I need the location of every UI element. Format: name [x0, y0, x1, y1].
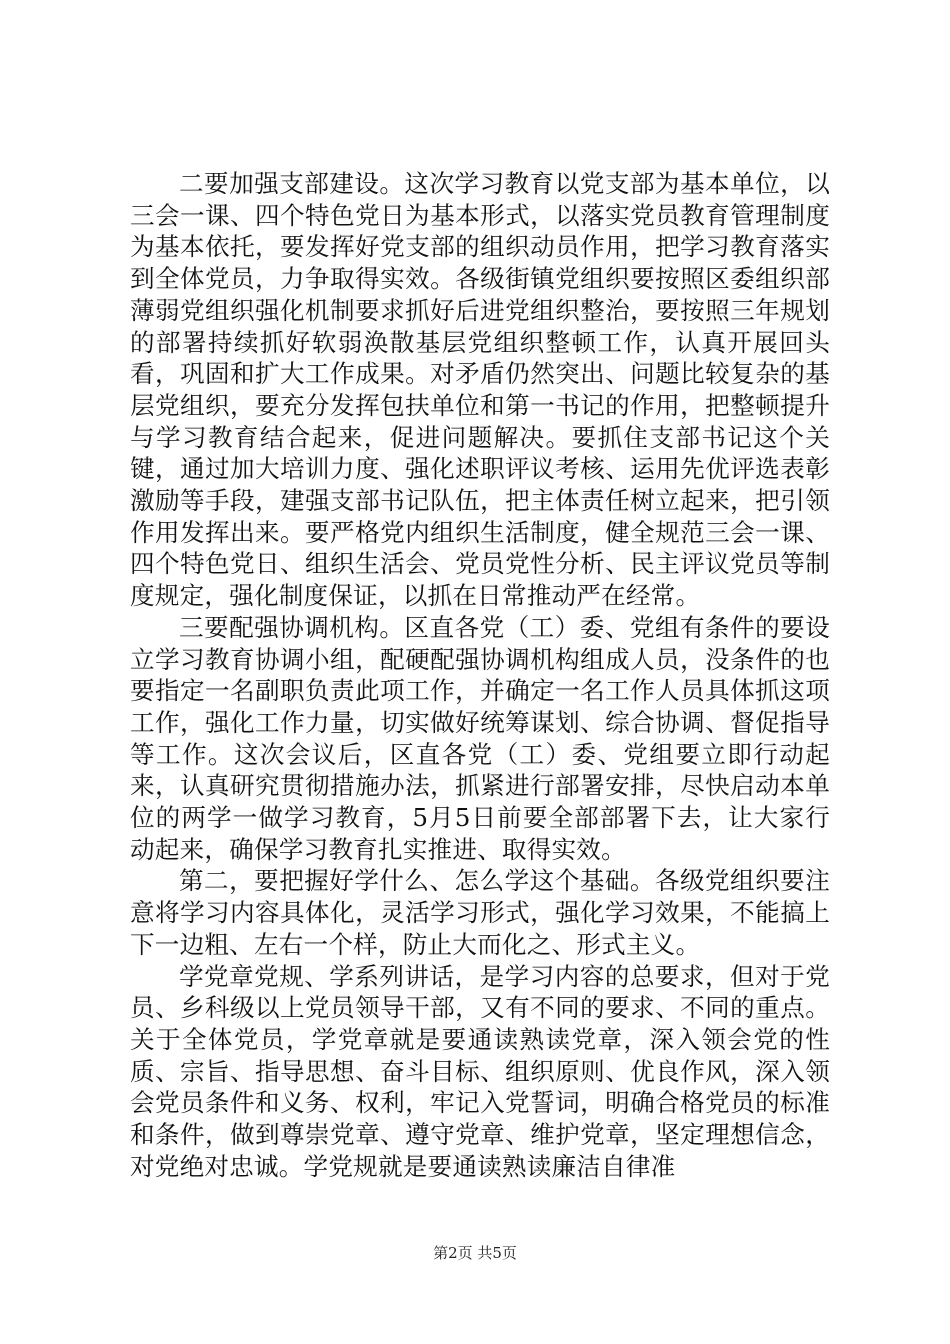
- document-body: [130, 168, 830, 1183]
- paragraph-study-content: 学党章党规、学系列讲话，是学习内容的总要求，但对于党员、乡科级以上党员领导干部，又有不同的要求、不同的重点。关于全体党员，学党章就是要通读熟读党章，深入领会党的性质、宗旨、指导思想、奋斗目标、组织原则、优良作风，深入领会党员条件和义务、权利，牢记入党誓词，明确合格党员的标准和条件，做到尊崇党章、遵守党章、维护党章，坚定理想信念，对党绝对忠诚。学党规就是要通读熟读廉洁自律准: [130, 961, 830, 1181]
- paragraph-coordination-body: 三要配强协调机构。区直各党（工）委、党组有条件的要设立学习教育协调小组，配硬配强协调机构组成人员，没条件的也要指定一名副职负责此项工作，并确定一名工作人员具体抓这项工作，强化工作力量，切实做好统筹谋划、综合协调、督促指导等工作。这次会议后，区直各党（工）委、党组要立即行动起来，认真研究贯彻措施办法，抓紧进行部署安排，尽快启动本单位的两学一做学习教育，5月5日前要全部部署下去，让大家行动起来，确保学习教育扎实推进、取得实效。: [130, 612, 830, 864]
- paragraph-branch-construction: 二要加强支部建设。这次学习教育以党支部为基本单位，以三会一课、四个特色党日为基本形式，以落实党员教育管理制度为基本依托，要发挥好党支部的组织动员作用，把学习教育落实到全体党员，力争取得实效。各级街镇党组织要按照区委组织部薄弱党组织强化机制要求抓好后进党组织整治，要按照三年规划的部署持续抓好软弱涣散基层党组织整顿工作，认真开展回头看，巩固和扩大工作成果。对矛盾仍然突出、问题比较复杂的基层党组织，要充分发挥包扶单位和第一书记的作用，把整顿提升与学习教育结合起来，促进问题解决。要抓住支部书记这个关键，通过加大培训力度、强化述职评议考核、运用先优评选表彰激励等手段，建强支部书记队伍，把主体责任树立起来，把引领作用发挥出来。要严格党内组织生活制度，健全规范三会一课、四个特色党日、组织生活会、党员党性分析、民主评议党员等制度规定，强化制度保证，以抓在日常推动严在经常。: [130, 169, 830, 611]
- page-footer: [0, 1243, 950, 1263]
- page-number: 第2页 共5页: [433, 1244, 517, 1262]
- paragraph-second-point: 第二，要把握好学什么、怎么学这个基础。各级党组织要注意将学习内容具体化，灵活学习形式，强化学习效果，不能搞上下一边粗、左右一个样，防止大而化之、形式主义。: [130, 866, 830, 959]
